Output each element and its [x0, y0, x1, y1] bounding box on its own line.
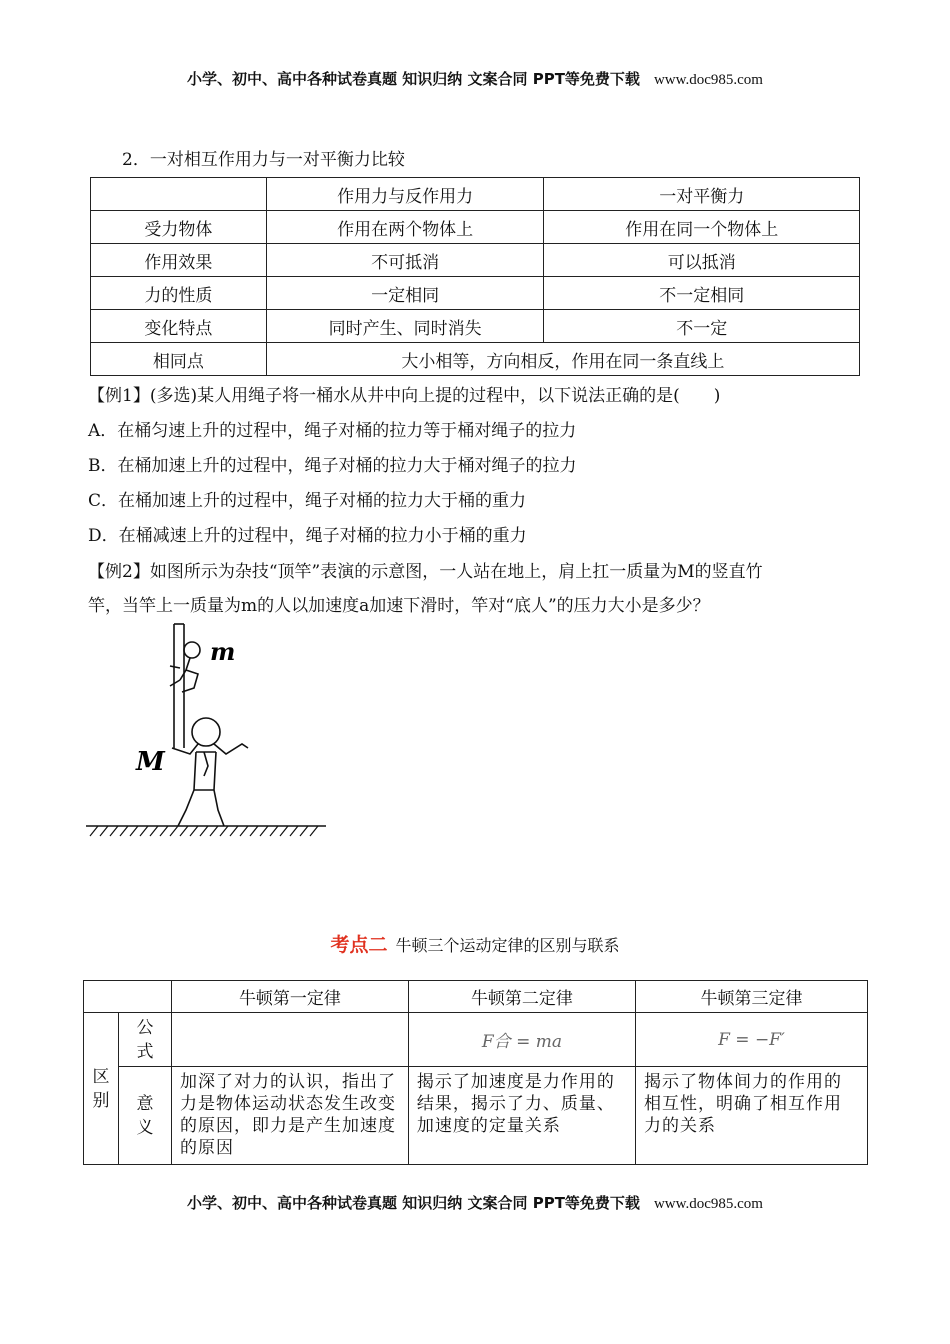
option-a: A．在桶匀速上升的过程中，绳子对桶的拉力等于桶对绳子的拉力: [88, 421, 577, 441]
table-cell: [91, 178, 267, 211]
kaodian-tag: 考点二: [330, 934, 388, 956]
label-m: m: [210, 637, 236, 666]
kaodian-heading: [0, 930, 950, 957]
label-M: M: [136, 747, 165, 777]
group-label: 区别: [84, 1013, 119, 1165]
table-row: [91, 343, 860, 376]
table-cell: 受力物体: [91, 211, 267, 244]
acrobat-pole-figure: [86, 620, 331, 842]
page-header: [0, 68, 950, 89]
table-cell: 作用力与反作用力: [266, 178, 544, 211]
table-row: [91, 310, 860, 343]
example1-stem: 【例1】(多选)某人用绳子将一桶水从井中向上提的过程中，以下说法正确的是( ): [88, 386, 721, 406]
table-header-row: [84, 981, 868, 1013]
header-text: 小学、初中、高中各种试卷真题 知识归纳 文案合同 PPT等免费下载: [187, 70, 640, 88]
table-header-row: [91, 178, 860, 211]
table-row: [91, 244, 860, 277]
table-cell: 作用在同一个物体上: [544, 211, 860, 244]
table-cell: 牛顿第二定律: [408, 981, 635, 1013]
table-cell: 大小相等，方向相反，作用在同一条直线上: [266, 343, 859, 376]
table-row: [91, 211, 860, 244]
option-b: B．在桶加速上升的过程中，绳子对桶的拉力大于桶对绳子的拉力: [88, 456, 577, 476]
example2-line1: 【例2】如图所示为杂技“顶竿”表演的示意图，一人站在地上，肩上扛一质量为M的竖直竹: [88, 562, 763, 582]
table-cell: 同时产生、同时消失: [266, 310, 544, 343]
meaning-first-law: 加深了对力的认识，指出了力是物体运动状态发生改变的原因，即力是产生加速度的原因: [171, 1067, 408, 1165]
table-row: [91, 277, 860, 310]
table-cell: 作用在两个物体上: [266, 211, 544, 244]
base-person-body: [172, 744, 248, 826]
page-footer: [0, 1192, 950, 1213]
section-title: 2．一对相互作用力与一对平衡力比较: [122, 150, 405, 170]
table-row: [84, 1013, 868, 1067]
footer-text: 小学、初中、高中各种试卷真题 知识归纳 文案合同 PPT等免费下载: [187, 1194, 640, 1212]
header-url[interactable]: www.doc985.com: [653, 72, 763, 88]
meaning-third-law: 揭示了物体间力的作用的相互性，明确了相互作用力的关系: [635, 1067, 867, 1165]
table-cell: 一对平衡力: [544, 178, 860, 211]
table-cell: 牛顿第三定律: [635, 981, 867, 1013]
ground-hatch: [90, 826, 318, 836]
table-cell: 变化特点: [91, 310, 267, 343]
table-cell: 相同点: [91, 343, 267, 376]
comparison-table: [90, 177, 860, 376]
table-cell: [84, 981, 172, 1013]
table-cell: 不可抵消: [266, 244, 544, 277]
formula-second-law: F合 = ma: [408, 1013, 635, 1067]
table-cell: 力的性质: [91, 277, 267, 310]
table-cell: 一定相同: [266, 277, 544, 310]
base-person-head: [192, 718, 220, 746]
table-cell: 不一定相同: [544, 277, 860, 310]
option-c: C．在桶加速上升的过程中，绳子对桶的拉力大于桶的重力: [88, 491, 527, 511]
table-cell: 不一定: [544, 310, 860, 343]
footer-url[interactable]: www.doc985.com: [653, 1196, 763, 1212]
newton-laws-table: [83, 980, 868, 1165]
table-row: [84, 1067, 868, 1165]
table-cell: 作用效果: [91, 244, 267, 277]
kaodian-title: 牛顿三个运动定律的区别与联系: [395, 936, 620, 955]
formula-third-law: F = −F′: [635, 1013, 867, 1067]
table-cell: 牛顿第一定律: [171, 981, 408, 1013]
table-cell: 可以抵消: [544, 244, 860, 277]
example2-line2: 竿，当竿上一质量为m的人以加速度a加速下滑时，竿对“底人”的压力大小是多少？: [88, 596, 710, 616]
meaning-second-law: 揭示了加速度是力作用的结果，揭示了力、质量、加速度的定量关系: [408, 1067, 635, 1165]
table-cell: [171, 1013, 408, 1067]
option-d: D．在桶减速上升的过程中，绳子对桶的拉力小于桶的重力: [88, 526, 527, 546]
climber-head: [184, 642, 200, 658]
row-label-meaning: 意义: [118, 1067, 171, 1165]
row-label-formula: 公式: [118, 1013, 171, 1067]
